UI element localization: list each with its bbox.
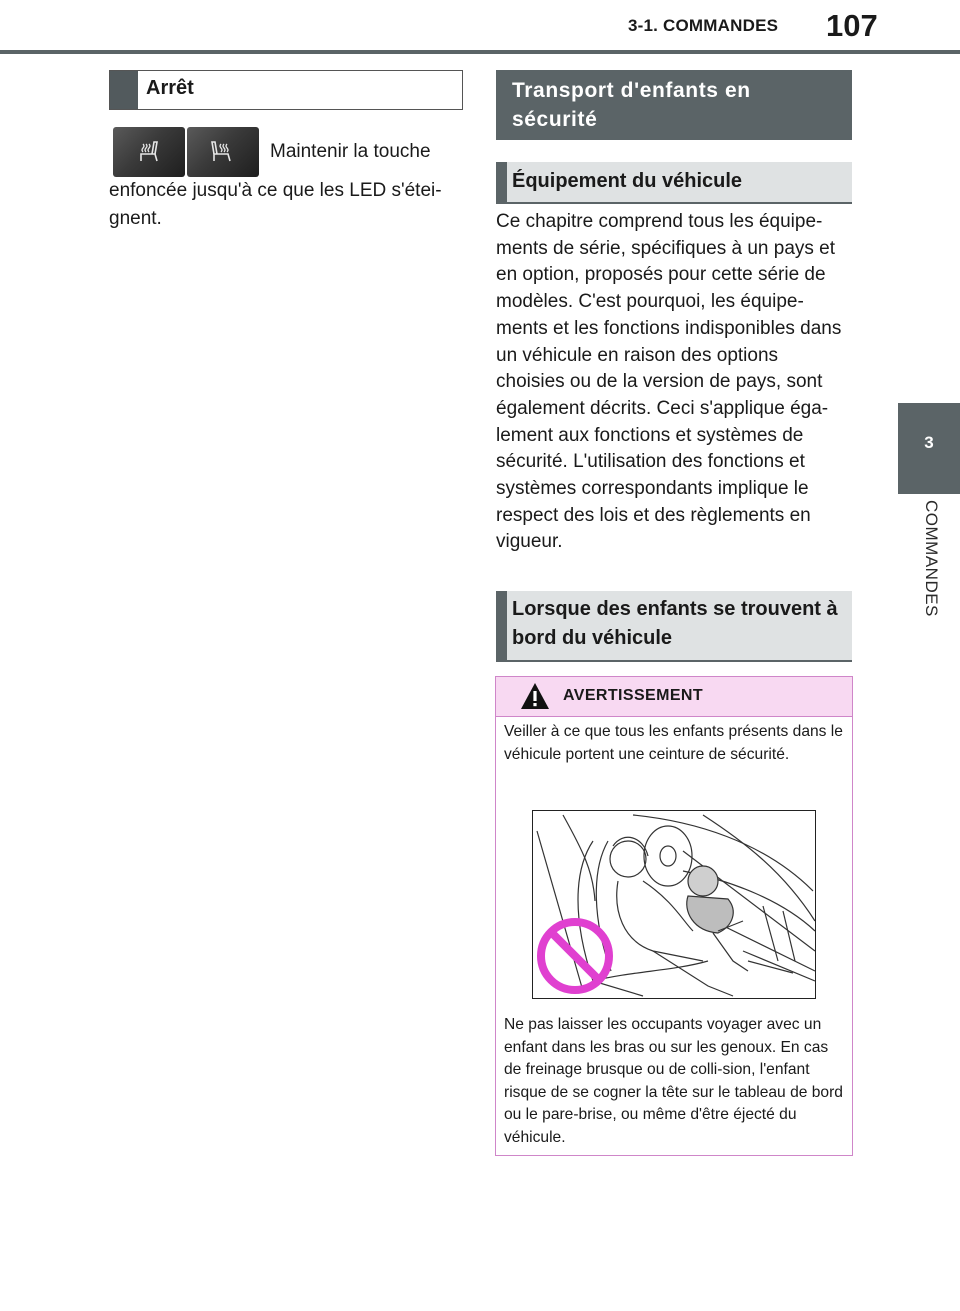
children-title: Lorsque des enfants se trouvent à bord du véhicule (512, 598, 838, 649)
heated-seat-button-image (113, 127, 185, 177)
chapter-number: 3 (924, 433, 934, 452)
chapter-label: COMMANDES (922, 500, 941, 617)
heading-bar (496, 591, 507, 660)
instruction-line-2: enfoncée jusqu'à ce que les LED s'étei- (109, 180, 442, 201)
instruction-line-1: Maintenir la touche (270, 141, 431, 162)
section-header: 3-1. COMMANDES (628, 16, 779, 35)
ventilated-seat-button-image (187, 127, 259, 177)
illustration-drawing (533, 811, 816, 999)
section-title-block (496, 70, 852, 140)
prohibition-icon (541, 922, 609, 990)
warning-box (495, 676, 853, 1156)
warning-text-lap: Ne pas laisser les occupants voyager avec un enfant dans les bras ou sur les genoux. En cas de freinage brusque ou de colli-sion, l'enfant risque de se cogner la tête sur le tableau de bord ou le pare-brise, ou même d'être éjecté du véhicule. (504, 1016, 843, 1146)
equipment-paragraph: Ce chapitre comprend tous les équipe-ments de série, spécifiques à un pays et en option, proposés pour cette série de modèles. C'est pourquoi, les équipe-ments et les fonctions indisponibles dans un véhicule en raison des options choisies ou de la version de pays, sont également décrits. Ceci s'applique éga-lement aux fonctions et systèmes de sécurité. L'utilisation des fonctions et systèmes correspondants implique le respect des lois et des règlements en vigueur. (496, 211, 842, 553)
chapter-tab (898, 403, 960, 494)
page-number: 107 (826, 8, 878, 43)
ventilated-seat-icon (211, 139, 237, 165)
header-rule (0, 50, 960, 54)
arret-title: Arrêt (146, 77, 194, 99)
warning-text-seatbelt: Veiller à ce que tous les enfants présents dans le véhicule portent une ceinture de sécurité. (504, 723, 843, 763)
warning-header (496, 677, 852, 717)
heading-bar (110, 71, 138, 109)
arret-heading (109, 70, 463, 110)
children-heading (496, 591, 852, 662)
warning-label: AVERTISSEMENT (563, 687, 704, 704)
warning-triangle-icon (520, 682, 550, 710)
section-title: Transport d'enfants en sécurité (512, 79, 751, 131)
equipment-heading (496, 162, 852, 204)
heading-bar (496, 162, 507, 202)
equipment-title: Équipement du véhicule (512, 170, 743, 192)
child-on-lap-illustration (532, 810, 816, 999)
heated-seat-icon (137, 139, 163, 165)
instruction-line-3: gnent. (109, 208, 162, 229)
